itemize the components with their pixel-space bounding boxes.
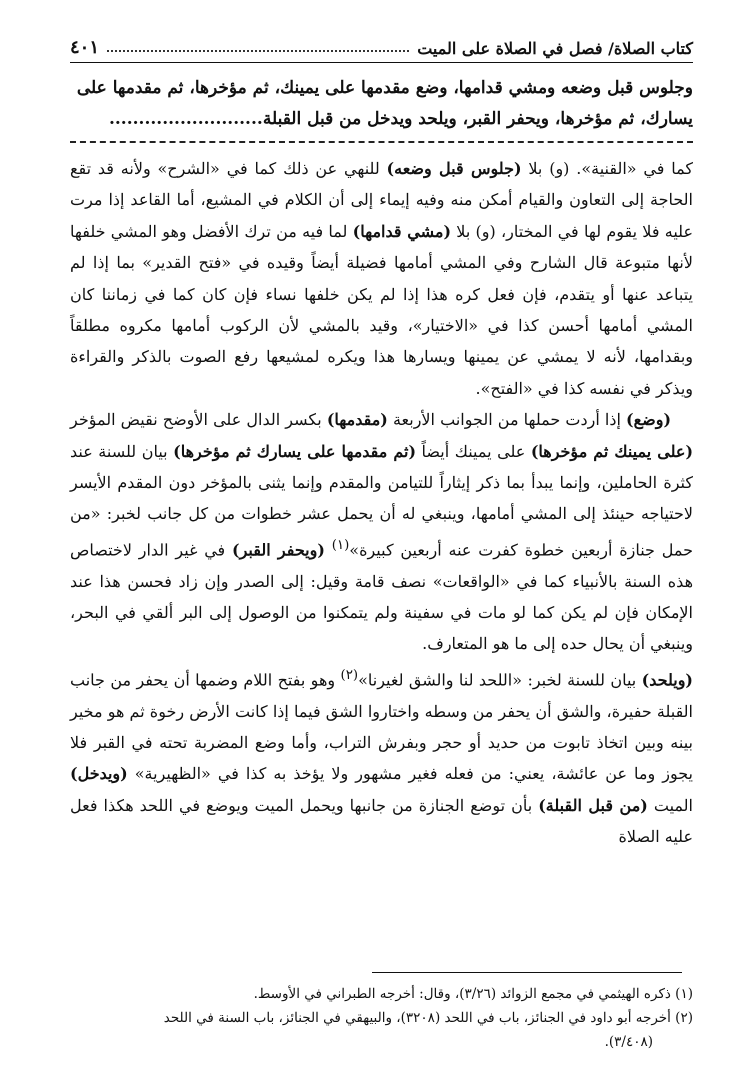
- dashed-separator: [70, 141, 693, 143]
- matn-quote: (مشي قدامها): [352, 221, 452, 241]
- header-dot-leader: [107, 50, 409, 52]
- text-run: إذا أردت حملها من الجوانب الأربعة: [387, 410, 627, 430]
- commentary-paragraph: [70, 404, 693, 660]
- matn-line: وجلوس قبل وضعه ومشي قدامها، وضع مقدمها على يمينك، ثم مؤخرها، ثم مقدمها على: [76, 78, 693, 98]
- text-run: بيان للسنة لخبر: «اللحد لنا والشق لغيرنا»: [358, 670, 642, 690]
- running-head: [70, 28, 693, 63]
- matn-dot-leader: .........................: [108, 109, 257, 129]
- matn-text: [70, 73, 693, 135]
- text-run: [325, 540, 332, 559]
- matn-quote: (ويدخل): [70, 764, 128, 784]
- matn-quote: (ثم مقدمها على يسارك ثم مؤخرها): [173, 441, 417, 461]
- footnote-marker: (٢): [340, 667, 359, 683]
- footnote-marker: (١): [331, 537, 350, 553]
- text-run: بيان للسنة عند كثرة الحاملين، وإنما يبدأ بما ذكر إيثاراً للتيامن والمقدم وإنما يثنى بالمؤخر دون المقدم الأيسر لاحتياجه حينئذ إلى المشي أمامها، وينبغي له أن يحمل عشر خطوات من كل جانب لخبر: «من حمل جنازة أربعين خطوة كفرت عنه أربعين كبيرة»: [70, 441, 693, 560]
- matn-quote: (على يمينك ثم مؤخرها): [530, 441, 694, 461]
- matn-quote: (جلوس قبل وضعه): [386, 159, 522, 178]
- matn-quote: (من قبل القبلة): [538, 795, 648, 815]
- matn-quote: (مقدمها): [326, 410, 388, 430]
- footnote: (٢) أخرجه أبو داود في الجنائز، باب في اللحد (٣٢٠٨)، والبيهقي في الجنائز، باب السنة في اللحد: [163, 1010, 693, 1026]
- matn-quote: (ويلحد): [641, 670, 693, 690]
- commentary-text: [70, 153, 693, 853]
- text-run: كما في «القنية». (و) بلا: [521, 159, 693, 178]
- commentary-paragraph: [70, 153, 693, 404]
- text-run: وهو بفتح اللام وضمها أن يحفر من جانب القبلة حفيرة، والشق أن يحفر من وسطه واختاروا الشق فيما إذا كانت الأرض رخوة ثم هو مخير بينه وبين اتخاذ تابوت من حديد أو حجر وبفرش التراب، وأما وضع المضربة تحته في القبر فلا يجوز وما عن عائشة، يعني: من فعله فغير مشهور ولا يؤخذ به كذا في «الظهيرية»: [70, 670, 693, 784]
- matn-line: [70, 104, 693, 135]
- matn-quote: (وضع): [626, 410, 672, 430]
- page-number: ٤٠١: [70, 37, 100, 58]
- footnote-continuation: (٣/٤٠٨).: [604, 1034, 653, 1050]
- text-run: بكسر الدال على الأوضح نقيض المؤخر: [70, 410, 327, 430]
- text-run: لما فيه من ترك الأفضل وهو المشي خلفها لأنها متبوعة قال الشارح وفي المشي أمامها فضيلة أيضاً وقيده في «فتح القدير» بما إذا لم يتباعد عنها أو يتقدم، فإن فعل كره هذا إذا لم يكن خلفها نساء فإن كان كما في زماننا كان المشي أمامها أحسن كذا في «الاختيار»، وقيد بالمشي لأن الركوب أمامها مكروه مطلقاً وبقدامها، لأنه لا يمشي عن يمينها ويسارها هذا ويكره لمشيعها رفع الصوت بالذكر والقراءة ويذكر في نفسه كذا في «الفتح».: [70, 221, 693, 398]
- footnotes: [70, 982, 693, 1054]
- footnote-rule: [372, 972, 682, 973]
- commentary-paragraph: [70, 660, 693, 853]
- matn-quote: (ويحفر القبر): [232, 540, 325, 560]
- chapter-title: كتاب الصلاة/ فصل في الصلاة على الميت: [417, 39, 693, 58]
- footnote: (١) ذكره الهيثمي في مجمع الزوائد (٣/٢٦)، وقال: أخرجه الطبراني في الأوسط.: [253, 986, 693, 1002]
- text-run: بأن توضع الجنازة من جانبها ويحمل الميت ويوضع في اللحد هكذا فعل عليه الصلاة: [70, 795, 693, 847]
- text-run: في غير الدار لاختصاص هذه السنة بالأنبياء كما في «الواقعات» نصف قامة وقيل: إلى الصدر وإن زاد فحسن هذا عند الإمكان فإن لم يكن كما لو مات في سفينة ولم يتمكنوا من الوصول إلى البر ألقي في البحر، وينبغي أن يحال حده إلى ما هو المتعارف.: [70, 540, 693, 654]
- text-run: على يمينك أيضاً: [416, 441, 531, 461]
- text-run: الميت: [647, 795, 693, 815]
- matn-line-text: يسارك، ثم مؤخرها، ويحفر القبر، ويلحد ويدخل من قبل القبلة.: [256, 109, 693, 129]
- text-run: للنهي عن ذلك كما في «الشرح» ولأنه قد تقع الحاجة إلى التعاون والقيام أمكن منه وفيه إيماء إلى أن الكلام في المشيع، أما القاعد إذا مرت عليه فلا يقوم لها في المختار، (و) بلا: [70, 159, 694, 241]
